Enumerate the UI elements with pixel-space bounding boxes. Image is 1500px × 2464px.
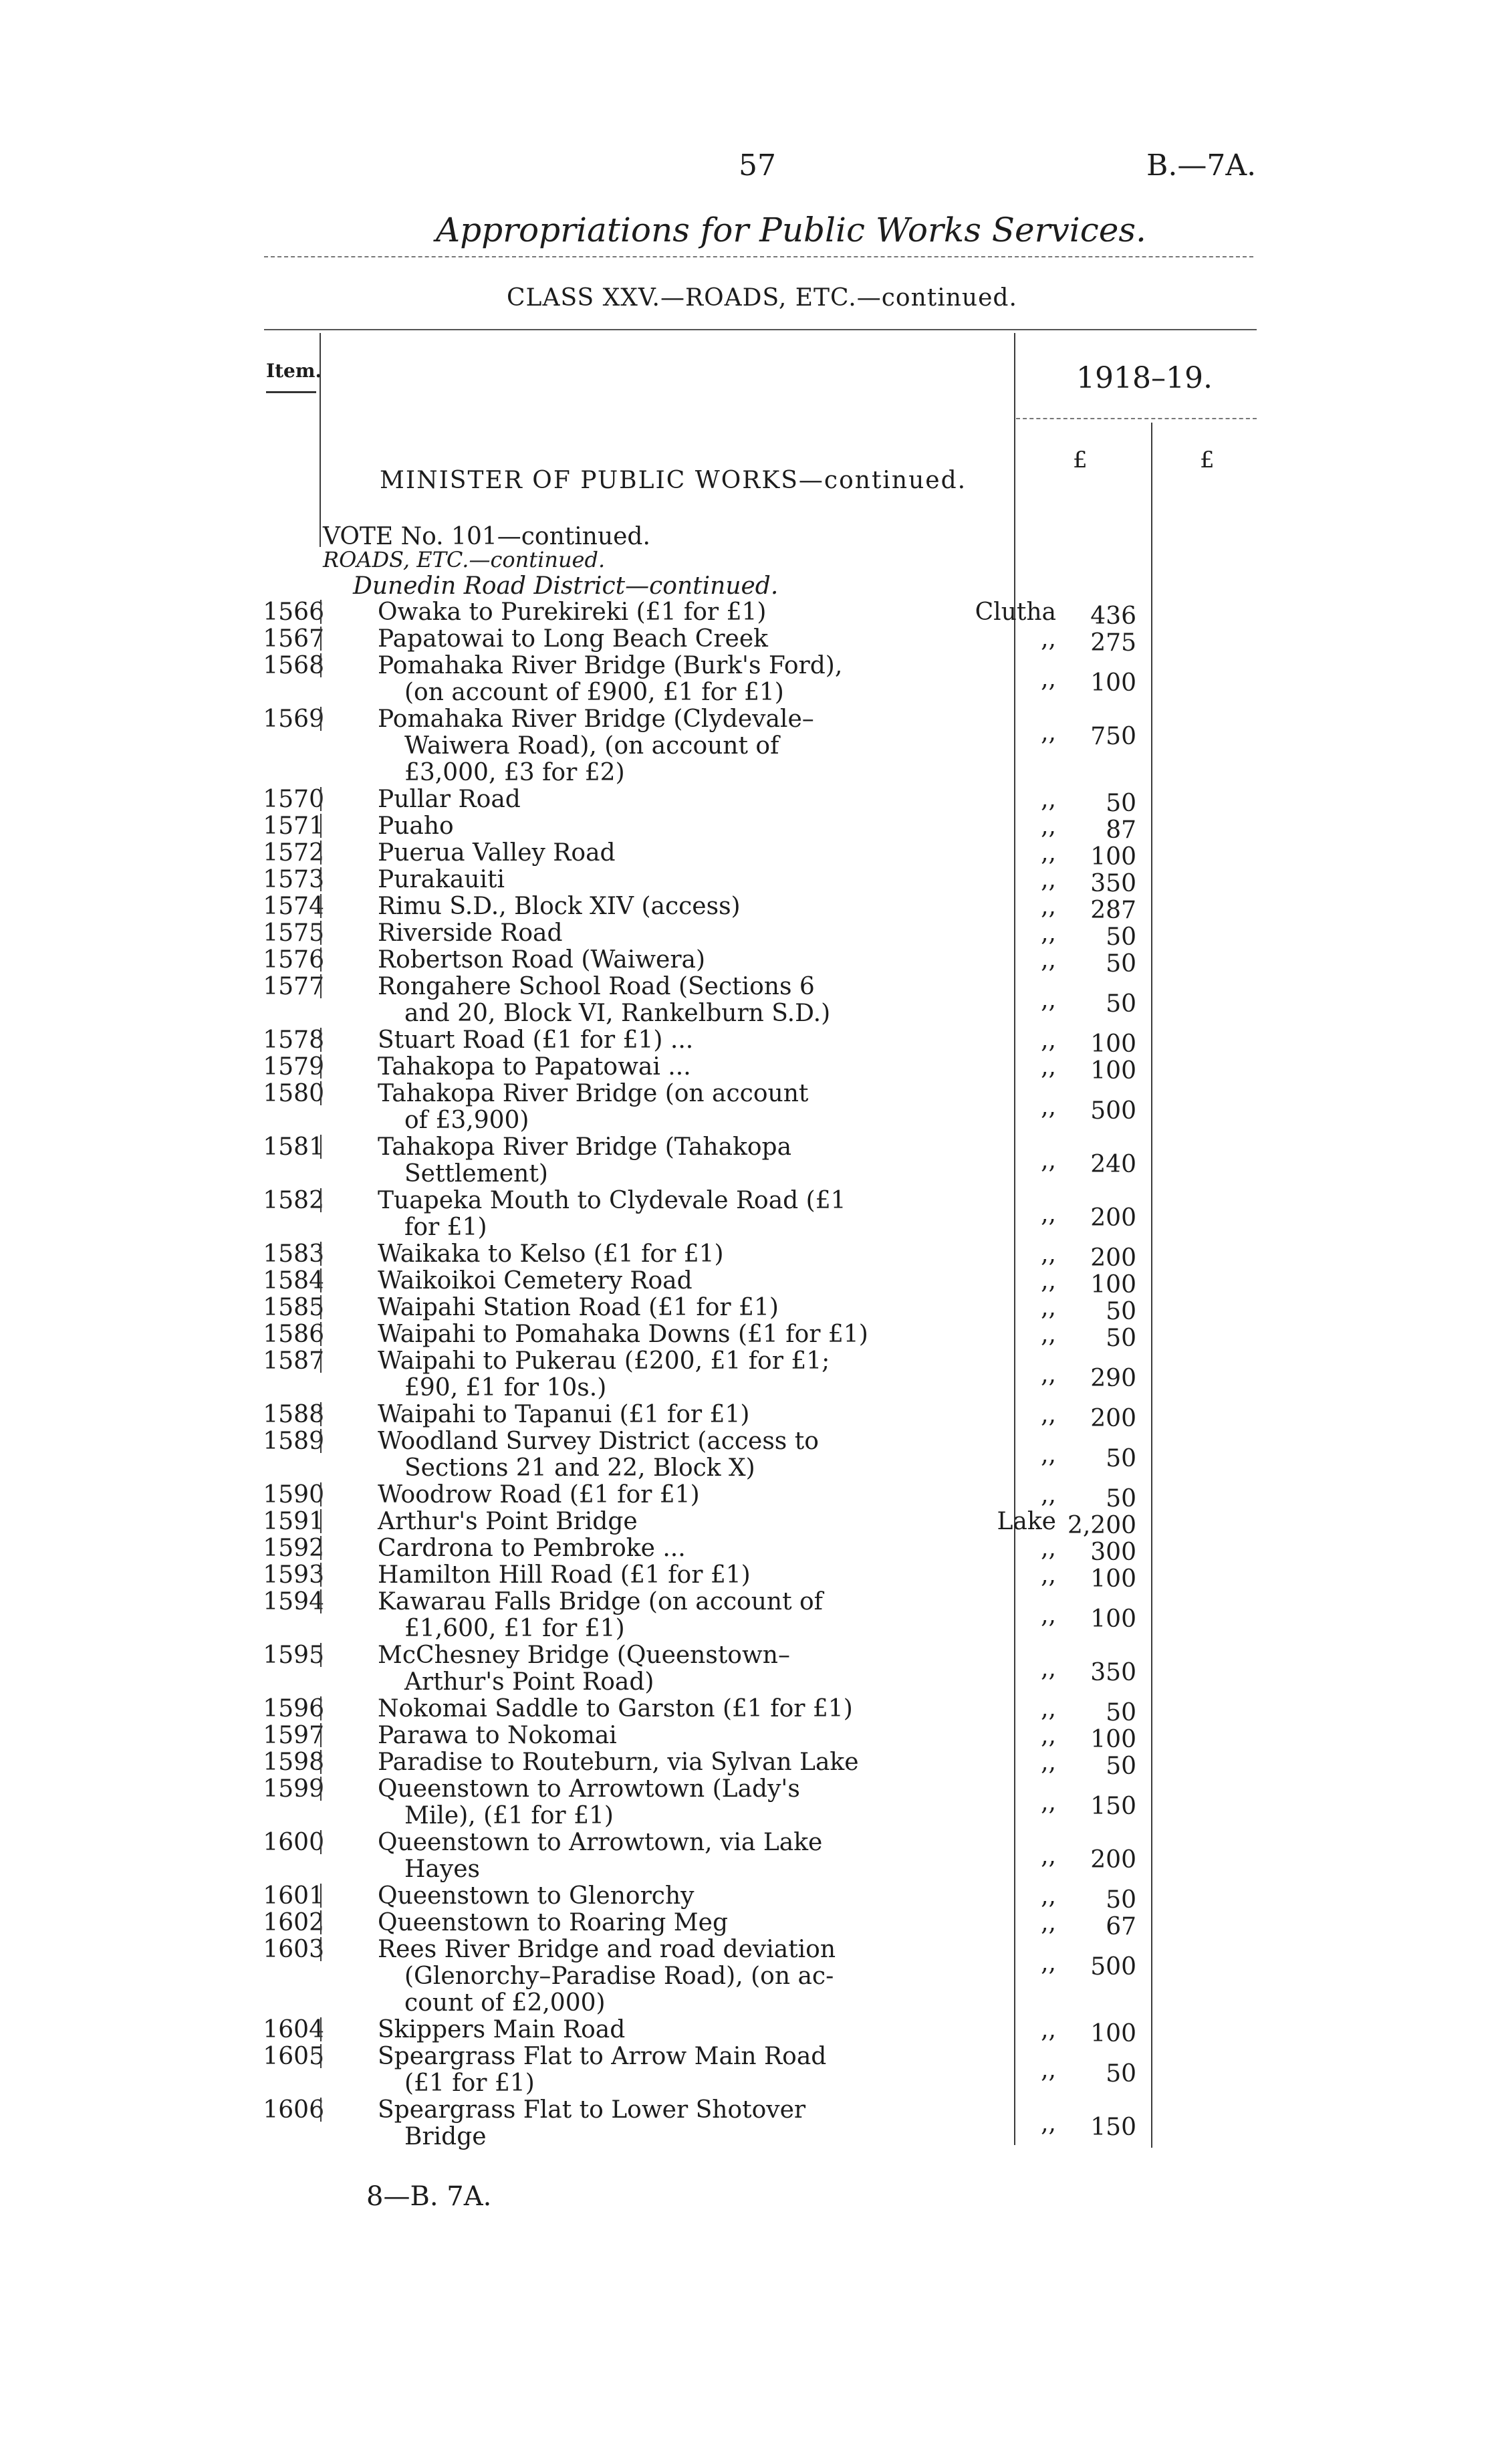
item-number: 1567 (263, 625, 324, 653)
item-number-divider (320, 1322, 322, 1346)
item-district: ,, (1041, 1695, 1056, 1722)
item-description: Waikoikoi Cemetery Road (378, 1267, 693, 1295)
item-number-divider (320, 1509, 322, 1533)
table-row (0, 1775, 1500, 1829)
item-district: ,, (1041, 1361, 1056, 1388)
table-row (0, 1561, 1500, 1593)
item-number-divider (320, 1589, 322, 1613)
item-number-divider (320, 1643, 322, 1667)
item-amount: 100 (1090, 669, 1136, 697)
item-district: ,, (1041, 1026, 1056, 1054)
item-description: Queenstown to Arrowtown (Lady's (378, 1775, 800, 1803)
item-number-divider (320, 2017, 322, 2041)
item-number: 1596 (263, 1695, 324, 1722)
item-description-continued: £90, £1 for 10s.) (404, 1374, 607, 1402)
item-description: Tuapeka Mouth to Clydevale Road (£1 (378, 1187, 846, 1214)
item-number: 1602 (263, 1909, 324, 1936)
item-amount: 350 (1090, 870, 1136, 897)
item-amount: 100 (1090, 1565, 1136, 1593)
item-district: Clutha (975, 598, 1056, 626)
page-title: Appropriations for Public Works Services. (436, 211, 1146, 249)
item-amount: 100 (1090, 1271, 1136, 1299)
item-description-continued: (£1 for £1) (404, 2069, 535, 2097)
item-description: Robertson Road (Waiwera) (378, 946, 706, 974)
table-row (0, 625, 1500, 657)
item-district: ,, (1041, 1401, 1056, 1428)
item-header-rule (266, 391, 316, 393)
table-row (0, 1535, 1500, 1566)
item-number: 1597 (263, 1722, 324, 1749)
item-description-continued: of £3,900) (404, 1107, 529, 1134)
item-description: Cardrona to Pembroke ... (378, 1535, 686, 1562)
item-number: 1570 (263, 786, 324, 813)
item-district: ,, (1041, 1601, 1056, 1629)
table-row (0, 839, 1500, 871)
item-number-divider (320, 600, 322, 624)
item-amount: 2,200 (1067, 1512, 1136, 1539)
item-district: ,, (1041, 1842, 1056, 1870)
table-row (0, 1267, 1500, 1299)
table-row (0, 1080, 1500, 1134)
item-number: 1606 (263, 2096, 324, 2124)
item-district: ,, (1041, 1147, 1056, 1174)
item-amount: 50 (1106, 2060, 1136, 2088)
item-amount: 50 (1106, 1886, 1136, 1914)
item-description: Rees River Bridge and road deviation (378, 1936, 836, 1963)
item-description: Arthur's Point Bridge (378, 1508, 638, 1535)
table-row (0, 1829, 1500, 1883)
item-number: 1573 (263, 866, 324, 893)
item-amount: 290 (1090, 1365, 1136, 1392)
table-row (0, 1695, 1500, 1726)
table-row (0, 1642, 1500, 1696)
item-description-continued: for £1) (404, 1214, 487, 1241)
item-amount: 100 (1090, 843, 1136, 871)
item-amount: 200 (1090, 1846, 1136, 1874)
item-number: 1601 (263, 1882, 324, 1910)
item-district: ,, (1041, 1053, 1056, 1081)
item-number: 1579 (263, 1053, 324, 1081)
table-row (0, 1749, 1500, 1780)
item-amount: 500 (1090, 1953, 1136, 1981)
item-district: ,, (1041, 1949, 1056, 1977)
item-number: 1580 (263, 1080, 324, 1107)
item-description: Queenstown to Roaring Meg (378, 1909, 728, 1936)
item-district: ,, (1041, 1722, 1056, 1749)
item-number: 1582 (263, 1187, 324, 1214)
table-row (0, 866, 1500, 897)
item-district: ,, (1041, 866, 1056, 893)
table-row (0, 705, 1500, 786)
item-amount: 50 (1106, 1485, 1136, 1513)
item-description: Speargrass Flat to Arrow Main Road (378, 2043, 827, 2070)
item-description: Rongahere School Road (Sections 6 (378, 973, 815, 1000)
item-amount: 50 (1106, 1298, 1136, 1325)
item-description: Owaka to Purekireki (£1 for £1) (378, 598, 767, 626)
item-district: ,, (1041, 1441, 1056, 1468)
item-number: 1566 (263, 598, 324, 626)
item-district: ,, (1041, 893, 1056, 920)
item-number: 1603 (263, 1936, 324, 1963)
item-district: ,, (1041, 1749, 1056, 1776)
item-district: ,, (1041, 1561, 1056, 1589)
item-number-divider (320, 2044, 322, 2068)
item-description: Pomahaka River Bridge (Clydevale– (378, 705, 814, 733)
roads-heading: ROADS, ETC.—continued. (323, 547, 606, 572)
item-number: 1594 (263, 1588, 324, 1615)
table-row (0, 812, 1500, 844)
item-number-divider (320, 974, 322, 998)
item-number: 1598 (263, 1749, 324, 1776)
vote-heading: VOTE No. 101—continued. (323, 523, 650, 550)
item-district: ,, (1041, 812, 1056, 840)
table-row (0, 1240, 1500, 1272)
item-amount: 287 (1090, 897, 1136, 924)
item-amount: 100 (1090, 1057, 1136, 1085)
item-number-divider (320, 1830, 322, 1854)
item-amount: 100 (1090, 1030, 1136, 1058)
item-number: 1575 (263, 919, 324, 947)
table-row (0, 1508, 1500, 1539)
item-district: ,, (1041, 1655, 1056, 1682)
item-description: Kawarau Falls Bridge (on account of (378, 1588, 823, 1615)
table-row (0, 2096, 1500, 2150)
item-number: 1584 (263, 1267, 324, 1295)
item-description: Speargrass Flat to Lower Shotover (378, 2096, 806, 2124)
table-row (0, 1347, 1500, 1402)
item-district: ,, (1041, 1481, 1056, 1508)
item-number: 1581 (263, 1133, 324, 1161)
item-number-divider (320, 1295, 322, 1319)
item-description: Waipahi to Pomahaka Downs (£1 for £1) (378, 1321, 868, 1348)
item-amount: 240 (1090, 1151, 1136, 1178)
item-amount: 150 (1090, 2114, 1136, 2141)
table-row (0, 973, 1500, 1027)
item-number: 1572 (263, 839, 324, 867)
item-number-divider (320, 707, 322, 731)
table-row (0, 786, 1500, 817)
item-number-divider (320, 921, 322, 945)
page-number: 57 (739, 148, 776, 183)
year-header-rule (1016, 418, 1257, 419)
item-number-divider (320, 1054, 322, 1079)
table-row (0, 2043, 1500, 2097)
item-number-divider (320, 1937, 322, 1961)
item-amount: 200 (1090, 1204, 1136, 1232)
item-number: 1571 (263, 812, 324, 840)
table-row (0, 1936, 1500, 2017)
item-amount: 87 (1106, 816, 1136, 844)
item-number: 1588 (263, 1401, 324, 1428)
item-description: Purakauiti (378, 866, 505, 893)
item-description-continued: Mile), (£1 for £1) (404, 1802, 614, 1829)
item-district: ,, (1041, 1240, 1056, 1268)
item-amount: 300 (1090, 1539, 1136, 1566)
item-district: ,, (1041, 1789, 1056, 1816)
item-description: Rimu S.D., Block XIV (access) (378, 893, 741, 920)
item-amount: 436 (1090, 602, 1136, 630)
item-number-divider (320, 1081, 322, 1105)
item-number: 1590 (263, 1481, 324, 1508)
item-number-divider (320, 787, 322, 811)
item-description: Waipahi Station Road (£1 for £1) (378, 1294, 779, 1321)
item-amount: 750 (1090, 723, 1136, 750)
item-district: ,, (1041, 786, 1056, 813)
item-number-divider (320, 1777, 322, 1801)
item-number: 1600 (263, 1829, 324, 1856)
item-number: 1577 (263, 973, 324, 1000)
item-description: Stuart Road (£1 for £1) ... (378, 1026, 694, 1054)
table-row (0, 1321, 1500, 1352)
item-amount: 50 (1106, 790, 1136, 817)
item-description: Parawa to Nokomai (378, 1722, 617, 1749)
footer-signature: 8—B. 7A. (366, 2181, 492, 2212)
item-district: ,, (1041, 1882, 1056, 1910)
item-amount: 50 (1106, 1753, 1136, 1780)
item-number-divider (320, 1696, 322, 1720)
item-number-divider (320, 1268, 322, 1293)
item-district: ,, (1041, 1294, 1056, 1321)
item-district: ,, (1041, 625, 1056, 653)
class-heading: CLASS XXV.—ROADS, ETC.—continued. (507, 284, 1017, 312)
item-number: 1586 (263, 1321, 324, 1348)
item-number-divider (320, 1188, 322, 1212)
item-number: 1592 (263, 1535, 324, 1562)
item-description-continued: count of £2,000) (404, 1989, 606, 2017)
item-description: Puerua Valley Road (378, 839, 616, 867)
item-number-divider (320, 1135, 322, 1159)
item-number-divider (320, 1028, 322, 1052)
item-description: Nokomai Saddle to Garston (£1 for £1) (378, 1695, 853, 1722)
item-number-divider (320, 653, 322, 677)
item-district: ,, (1041, 919, 1056, 947)
item-number: 1593 (263, 1561, 324, 1589)
item-number-divider (320, 814, 322, 838)
item-column-header: Item. (266, 360, 322, 382)
item-number: 1569 (263, 705, 324, 733)
item-amount: 100 (1090, 2020, 1136, 2047)
table-row (0, 1026, 1500, 1058)
item-description: Tahakopa River Bridge (on account (378, 1080, 809, 1107)
table-row (0, 1187, 1500, 1241)
item-number-divider (320, 1536, 322, 1560)
item-description-continued: Bridge (404, 2123, 487, 2150)
item-number: 1591 (263, 1508, 324, 1535)
table-top-rule (264, 329, 1257, 330)
item-amount: 350 (1090, 1659, 1136, 1686)
item-description: Hamilton Hill Road (£1 for £1) (378, 1561, 751, 1589)
item-district: ,, (1041, 1267, 1056, 1295)
item-number: 1568 (263, 652, 324, 679)
item-description-continued: Hayes (404, 1856, 480, 1883)
table-row (0, 1294, 1500, 1325)
item-district: ,, (1041, 665, 1056, 693)
item-number-divider (320, 2098, 322, 2122)
item-description: Riverside Road (378, 919, 563, 947)
item-description: Papatowai to Long Beach Creek (378, 625, 768, 653)
item-description: Waipahi to Tapanui (£1 for £1) (378, 1401, 750, 1428)
item-district: ,, (1041, 1321, 1056, 1348)
item-number-divider (320, 1482, 322, 1506)
item-number: 1605 (263, 2043, 324, 2070)
item-description: Pomahaka River Bridge (Burk's Ford), (378, 652, 843, 679)
table-row (0, 1428, 1500, 1482)
table-row (0, 1588, 1500, 1642)
item-amount: 50 (1106, 1699, 1136, 1726)
item-number-divider (320, 1563, 322, 1587)
item-number-divider (320, 1402, 322, 1426)
item-number-divider (320, 1349, 322, 1373)
item-district: ,, (1041, 986, 1056, 1014)
item-number-divider (320, 1884, 322, 1908)
item-description: Woodland Survey District (access to (378, 1428, 819, 1455)
item-description: Tahakopa River Bridge (Tahakopa (378, 1133, 792, 1161)
item-amount: 200 (1090, 1244, 1136, 1272)
item-description: Queenstown to Arrowtown, via Lake (378, 1829, 823, 1856)
item-amount: 50 (1106, 990, 1136, 1018)
item-district: ,, (1041, 1093, 1056, 1121)
table-row (0, 893, 1500, 924)
item-number-divider (320, 1429, 322, 1453)
table-row (0, 2016, 1500, 2047)
item-number: 1595 (263, 1642, 324, 1669)
item-amount: 200 (1090, 1405, 1136, 1432)
item-number-divider (320, 894, 322, 918)
item-description: Puaho (378, 812, 454, 840)
item-district: ,, (1041, 1535, 1056, 1562)
item-number-divider (320, 627, 322, 651)
item-description-continued: £3,000, £3 for £2) (404, 759, 625, 786)
item-district: ,, (1041, 1200, 1056, 1228)
item-amount: 50 (1106, 1325, 1136, 1352)
item-district: ,, (1041, 2110, 1056, 2137)
report-code: B.—7A. (1146, 148, 1257, 183)
item-description-continued: £1,600, £1 for £1) (404, 1615, 625, 1642)
table-row (0, 1401, 1500, 1432)
item-description: Waikaka to Kelso (£1 for £1) (378, 1240, 724, 1268)
item-number: 1583 (263, 1240, 324, 1268)
item-amount: 100 (1090, 1726, 1136, 1753)
item-description-continued: and 20, Block VI, Rankelburn S.D.) (404, 1000, 831, 1027)
table-row (0, 1133, 1500, 1188)
item-description-continued: Waiwera Road), (on account of (404, 732, 779, 760)
item-number-divider (320, 1910, 322, 1934)
item-amount: 67 (1106, 1913, 1136, 1940)
table-row (0, 652, 1500, 706)
item-amount: 150 (1090, 1793, 1136, 1820)
item-number: 1599 (263, 1775, 324, 1803)
item-amount: 50 (1106, 1445, 1136, 1472)
item-description-continued: (Glenorchy–Paradise Road), (on ac- (404, 1963, 834, 1990)
item-number-divider (320, 1750, 322, 1774)
table-row (0, 1882, 1500, 1914)
item-number-divider (320, 867, 322, 891)
item-number: 1585 (263, 1294, 324, 1321)
year-header: 1918–19. (1076, 361, 1213, 395)
table-row (0, 1909, 1500, 1940)
item-number: 1589 (263, 1428, 324, 1455)
table-row (0, 1722, 1500, 1753)
item-description: Queenstown to Glenorchy (378, 1882, 695, 1910)
item-description-continued: Arthur's Point Road) (404, 1668, 654, 1696)
item-description: Paradise to Routeburn, via Sylvan Lake (378, 1749, 859, 1776)
item-number-divider (320, 841, 322, 865)
minister-heading: MINISTER OF PUBLIC WORKS—continued. (380, 467, 967, 494)
pound-sign-amount: £ (1073, 447, 1088, 473)
item-amount: 50 (1106, 950, 1136, 978)
title-rule (264, 256, 1253, 257)
item-column-divider (320, 333, 321, 547)
item-number-divider (320, 1723, 322, 1747)
item-district: ,, (1041, 719, 1056, 746)
item-number-divider (320, 947, 322, 972)
item-district: Lake (997, 1508, 1056, 1535)
item-district: ,, (1041, 946, 1056, 974)
item-description: Skippers Main Road (378, 2016, 626, 2043)
item-number-divider (320, 1242, 322, 1266)
table-row (0, 1481, 1500, 1513)
item-description: Waipahi to Pukerau (£200, £1 for £1; (378, 1347, 830, 1375)
item-amount: 50 (1106, 923, 1136, 951)
item-number: 1604 (263, 2016, 324, 2043)
item-description: Pullar Road (378, 786, 521, 813)
district-heading: Dunedin Road District—continued. (353, 572, 779, 600)
pound-sign-total: £ (1200, 447, 1215, 473)
table-row (0, 946, 1500, 978)
item-number: 1578 (263, 1026, 324, 1054)
item-description-continued: Sections 21 and 22, Block X) (404, 1454, 755, 1482)
item-amount: 275 (1090, 629, 1136, 657)
table-row (0, 1053, 1500, 1085)
item-description: McChesney Bridge (Queenstown– (378, 1642, 790, 1669)
table-row (0, 919, 1500, 951)
item-description: Woodrow Road (£1 for £1) (378, 1481, 700, 1508)
item-district: ,, (1041, 2056, 1056, 2084)
item-number: 1587 (263, 1347, 324, 1375)
item-amount: 500 (1090, 1097, 1136, 1125)
item-district: ,, (1041, 839, 1056, 867)
item-district: ,, (1041, 1909, 1056, 1936)
item-description-continued: Settlement) (404, 1160, 548, 1188)
table-row (0, 598, 1500, 630)
item-number: 1574 (263, 893, 324, 920)
item-number: 1576 (263, 946, 324, 974)
item-description: Tahakopa to Papatowai ... (378, 1053, 691, 1081)
item-district: ,, (1041, 2016, 1056, 2043)
item-amount: 100 (1090, 1605, 1136, 1633)
item-description-continued: (on account of £900, £1 for £1) (404, 679, 784, 706)
